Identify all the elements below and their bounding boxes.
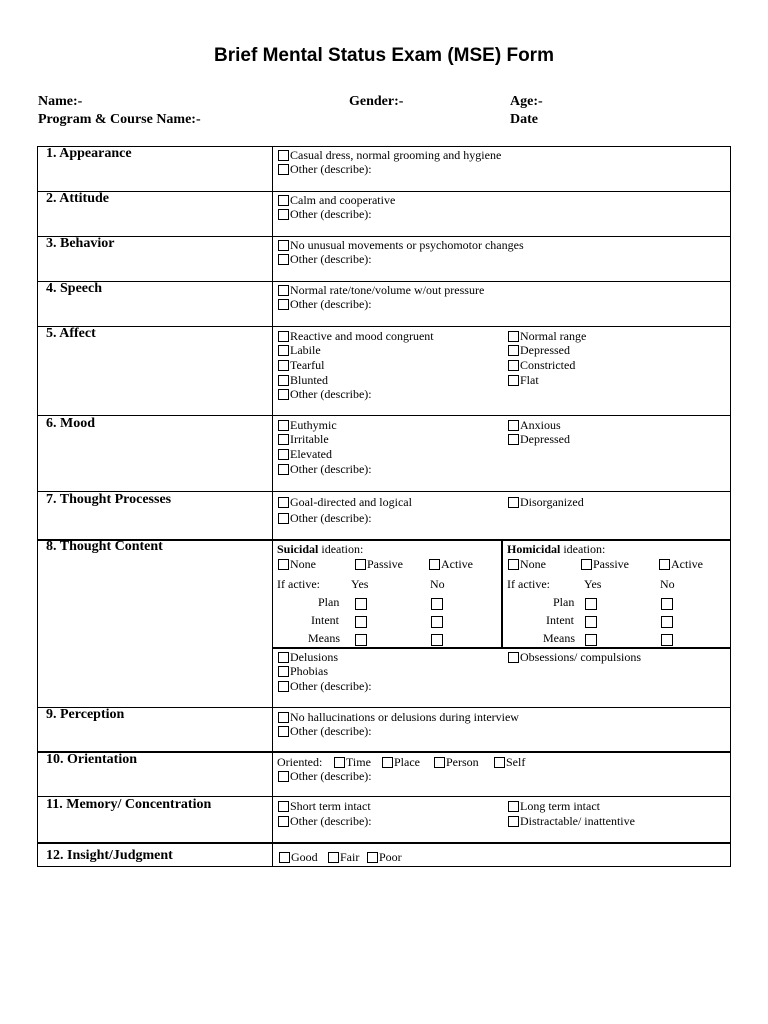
checkbox[interactable] xyxy=(278,389,289,400)
checkbox[interactable] xyxy=(278,150,289,161)
suicidal-ideation-heading: Suicidal ideation: xyxy=(277,542,364,556)
checkbox[interactable] xyxy=(508,816,519,827)
mood-other-option[interactable]: Other (describe): xyxy=(278,462,372,476)
checkbox[interactable] xyxy=(278,652,289,663)
homicidal-plan-no-checkbox[interactable] xyxy=(661,598,673,610)
appearance-other-option[interactable]: Other (describe): xyxy=(278,162,372,176)
homicidal-yes-label: Yes xyxy=(584,577,602,591)
mood-depressed-option[interactable]: Depressed xyxy=(508,432,570,446)
orientation-place-option[interactable]: Place xyxy=(382,755,420,769)
suicidal-yes-label: Yes xyxy=(351,577,369,591)
age-label: Age:- xyxy=(510,94,543,109)
affect-other-option[interactable]: Other (describe): xyxy=(278,387,372,401)
homicidal-passive-option[interactable]: Passive xyxy=(581,557,629,571)
checkbox[interactable] xyxy=(278,559,289,570)
insight-poor-option[interactable]: Poor xyxy=(367,850,402,864)
checkbox[interactable] xyxy=(278,712,289,723)
checkbox[interactable] xyxy=(278,240,289,251)
appearance-normal-option[interactable]: Casual dress, normal grooming and hygiene xyxy=(278,148,501,162)
checkbox[interactable] xyxy=(278,497,289,508)
mood-elevated-option[interactable]: Elevated xyxy=(278,447,332,461)
suicidal-plan-label: Plan xyxy=(318,595,340,609)
speech-normal-option[interactable]: Normal rate/tone/volume w/out pressure xyxy=(278,283,484,297)
memory-short-term-option[interactable]: Short term intact xyxy=(278,799,371,813)
checkbox[interactable] xyxy=(278,299,289,310)
affect-reactive-option[interactable]: Reactive and mood congruent xyxy=(278,329,434,343)
mood-euthymic-option[interactable]: Euthymic xyxy=(278,418,337,432)
attitude-other-option[interactable]: Other (describe): xyxy=(278,207,372,221)
insight-good-option[interactable]: Good xyxy=(279,850,318,864)
mood-irritable-option[interactable]: Irritable xyxy=(278,432,329,446)
checkbox[interactable] xyxy=(494,757,505,768)
checkbox[interactable] xyxy=(508,801,519,812)
checkbox[interactable] xyxy=(659,559,670,570)
checkbox[interactable] xyxy=(278,285,289,296)
checkbox[interactable] xyxy=(278,254,289,265)
checkbox[interactable] xyxy=(508,345,519,356)
tc-other-option[interactable]: Other (describe): xyxy=(278,679,372,693)
homicidal-means-no-checkbox[interactable] xyxy=(661,634,673,646)
section-affect-label: 5. Affect xyxy=(46,326,96,341)
section-appearance-label: 1. Appearance xyxy=(46,146,132,161)
checkbox[interactable] xyxy=(581,559,592,570)
homicidal-intent-yes-checkbox[interactable] xyxy=(585,616,597,628)
perception-other-option[interactable]: Other (describe): xyxy=(278,724,372,738)
section-thought-processes-label: 7. Thought Processes xyxy=(46,492,172,507)
attitude-calm-option[interactable]: Calm and cooperative xyxy=(278,193,395,207)
affect-flat-option[interactable]: Flat xyxy=(508,373,539,387)
suicidal-if-active-label: If active: xyxy=(277,577,320,591)
memory-other-option[interactable]: Other (describe): xyxy=(278,814,372,828)
tc-obsessions-option[interactable]: Obsessions/ compulsions xyxy=(508,650,641,664)
checkbox[interactable] xyxy=(278,513,289,524)
section-mood-label: 6. Mood xyxy=(46,416,95,431)
checkbox[interactable] xyxy=(334,757,345,768)
suicidal-intent-label: Intent xyxy=(311,613,339,627)
affect-normal-range-option[interactable]: Normal range xyxy=(508,329,586,343)
homicidal-ideation-heading: Homicidal ideation: xyxy=(507,542,606,556)
checkbox[interactable] xyxy=(278,681,289,692)
homicidal-no-label: No xyxy=(660,577,675,591)
tp-other-option[interactable]: Other (describe): xyxy=(278,511,372,525)
suicidal-plan-no-checkbox[interactable] xyxy=(431,598,443,610)
section-speech-label: 4. Speech xyxy=(46,281,102,296)
homicidal-means-label: Means xyxy=(543,631,575,645)
tp-goal-directed-option[interactable]: Goal-directed and logical xyxy=(278,495,412,509)
gender-label: Gender:- xyxy=(349,94,404,109)
memory-long-term-option[interactable]: Long term intact xyxy=(508,799,600,813)
checkbox[interactable] xyxy=(278,345,289,356)
program-label: Program & Course Name:- xyxy=(38,112,201,127)
section-attitude-label: 2. Attitude xyxy=(46,191,109,206)
tp-disorganized-option[interactable]: Disorganized xyxy=(508,495,584,509)
checkbox[interactable] xyxy=(278,464,289,475)
suicidal-intent-no-checkbox[interactable] xyxy=(431,616,443,628)
checkbox[interactable] xyxy=(367,852,378,863)
tc-delusions-option[interactable]: Delusions xyxy=(278,650,338,664)
orientation-person-option[interactable]: Person xyxy=(434,755,479,769)
suicidal-intent-yes-checkbox[interactable] xyxy=(355,616,367,628)
checkbox[interactable] xyxy=(279,852,290,863)
checkbox[interactable] xyxy=(355,559,366,570)
checkbox[interactable] xyxy=(278,209,289,220)
affect-depressed-option[interactable]: Depressed xyxy=(508,343,570,357)
checkbox[interactable] xyxy=(278,801,289,812)
orientation-other-option[interactable]: Other (describe): xyxy=(278,769,372,783)
checkbox[interactable] xyxy=(508,652,519,663)
checkbox[interactable] xyxy=(278,360,289,371)
date-label: Date xyxy=(510,112,538,127)
insight-fair-option[interactable]: Fair xyxy=(328,850,359,864)
behavior-other-option[interactable]: Other (describe): xyxy=(278,252,372,266)
affect-constricted-option[interactable]: Constricted xyxy=(508,358,575,372)
homicidal-intent-no-checkbox[interactable] xyxy=(661,616,673,628)
homicidal-if-active-label: If active: xyxy=(507,577,550,591)
section-insight-label: 12. Insight/Judgment xyxy=(46,848,173,863)
suicidal-means-no-checkbox[interactable] xyxy=(431,634,443,646)
section-orientation-label: 10. Orientation xyxy=(46,752,137,767)
checkbox[interactable] xyxy=(278,375,289,386)
section-behavior-label: 3. Behavior xyxy=(46,236,115,251)
orientation-self-option[interactable]: Self xyxy=(494,755,525,769)
checkbox[interactable] xyxy=(278,449,289,460)
checkbox[interactable] xyxy=(508,360,519,371)
tc-phobias-option[interactable]: Phobias xyxy=(278,664,328,678)
checkbox[interactable] xyxy=(328,852,339,863)
homicidal-plan-yes-checkbox[interactable] xyxy=(585,598,597,610)
checkbox[interactable] xyxy=(429,559,440,570)
checkbox[interactable] xyxy=(278,771,289,782)
suicidal-passive-option[interactable]: Passive xyxy=(355,557,403,571)
orientation-time-option[interactable]: Time xyxy=(334,755,371,769)
homicidal-plan-label: Plan xyxy=(553,595,575,609)
checkbox[interactable] xyxy=(278,816,289,827)
mood-anxious-option[interactable]: Anxious xyxy=(508,418,561,432)
suicidal-plan-yes-checkbox[interactable] xyxy=(355,598,367,610)
behavior-normal-option[interactable]: No unusual movements or psychomotor changes xyxy=(278,238,524,252)
homicidal-active-option[interactable]: Active xyxy=(659,557,703,571)
perception-normal-option[interactable]: No hallucinations or delusions during interview xyxy=(278,710,519,724)
homicidal-means-yes-checkbox[interactable] xyxy=(585,634,597,646)
name-label: Name:- xyxy=(38,94,83,109)
checkbox[interactable] xyxy=(508,434,519,445)
speech-other-option[interactable]: Other (describe): xyxy=(278,297,372,311)
checkbox[interactable] xyxy=(508,497,519,508)
checkbox[interactable] xyxy=(278,420,289,431)
checkbox[interactable] xyxy=(508,559,519,570)
checkbox[interactable] xyxy=(278,666,289,677)
affect-tearful-option[interactable]: Tearful xyxy=(278,358,324,372)
checkbox[interactable] xyxy=(434,757,445,768)
affect-labile-option[interactable]: Labile xyxy=(278,343,321,357)
checkbox[interactable] xyxy=(508,375,519,386)
memory-distractable-option[interactable]: Distractable/ inattentive xyxy=(508,814,635,828)
checkbox[interactable] xyxy=(278,726,289,737)
checkbox[interactable] xyxy=(382,757,393,768)
checkbox[interactable] xyxy=(278,164,289,175)
homicidal-none-option[interactable]: None xyxy=(508,557,546,571)
suicidal-active-option[interactable]: Active xyxy=(429,557,473,571)
section-memory-label: 11. Memory/ Concentration xyxy=(46,797,212,812)
section-thought-content-label: 8. Thought Content xyxy=(46,539,163,554)
orientation-oriented-label: Oriented: xyxy=(277,755,323,769)
checkbox[interactable] xyxy=(508,420,519,431)
suicidal-no-label: No xyxy=(430,577,445,591)
checkbox[interactable] xyxy=(278,434,289,445)
checkbox[interactable] xyxy=(278,195,289,206)
suicidal-means-label: Means xyxy=(308,631,340,645)
section-perception-label: 9. Perception xyxy=(46,707,125,722)
checkbox[interactable] xyxy=(278,331,289,342)
suicidal-none-option[interactable]: None xyxy=(278,557,316,571)
homicidal-intent-label: Intent xyxy=(546,613,574,627)
suicidal-means-yes-checkbox[interactable] xyxy=(355,634,367,646)
checkbox[interactable] xyxy=(508,331,519,342)
affect-blunted-option[interactable]: Blunted xyxy=(278,373,328,387)
page-title: Brief Mental Status Exam (MSE) Form xyxy=(214,45,554,66)
